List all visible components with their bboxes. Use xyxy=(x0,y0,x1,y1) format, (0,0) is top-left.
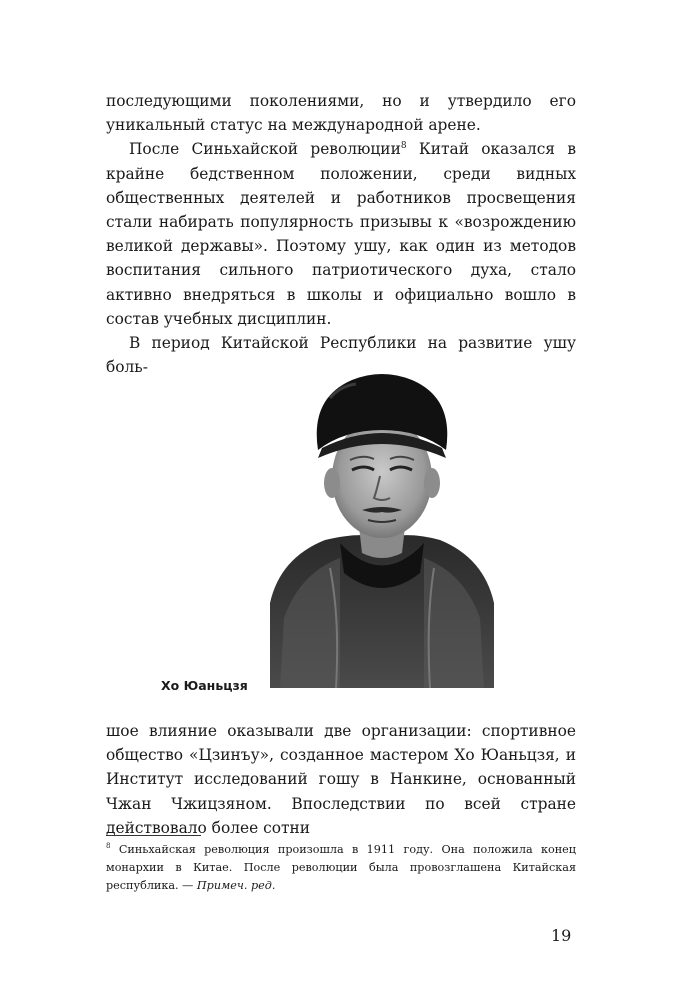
paragraph-text: После Синьхайской революции xyxy=(129,140,401,159)
footnote-reference: 8 xyxy=(400,141,407,152)
footnote-number: 8 xyxy=(106,842,111,850)
paragraph: шое влияние оказывали две организации: спортивное общество «Цзинъу», созданное мастером Хо Юаньцзя, и Институт исследований гошу в Нанкине, основанный Чжан Чжицзяном. Впоследствии по всей стране действовало более сотни xyxy=(106,722,576,837)
paragraph: В период Китайской Республики на развитие ушу боль- xyxy=(106,334,576,377)
body-text-bottom xyxy=(106,719,576,840)
paragraph xyxy=(106,137,576,331)
page-number: 19 xyxy=(551,926,572,945)
body-text-top xyxy=(106,89,576,379)
footnote-text: Синьхайская революция произошла в 1911 году. Она положила конец монархии в Китае. После революции была провозглашена Китайская республика. — xyxy=(106,843,576,893)
footnote xyxy=(106,841,576,896)
portrait-image xyxy=(270,358,494,688)
footnote-editor-note: Примеч. ред. xyxy=(196,879,276,893)
photo-caption: Хо Юаньцзя xyxy=(161,678,248,693)
paragraph-text: Китай оказался в крайне бедственном положении, среди видных общественных деятелей и работников просвещения стали набирать популярность призывы к «возрождению великой державы». Поэтому ушу, как один из методов воспитания сильного патриотического духа, стало активно внедряться в школы и официально вошло в состав учебных дисциплин. xyxy=(106,140,576,328)
paragraph: последующими поколениями, но и утвердило его уникальный статус на международной арене. xyxy=(106,92,576,135)
footnote-divider xyxy=(106,835,201,836)
portrait-photo xyxy=(270,358,494,688)
